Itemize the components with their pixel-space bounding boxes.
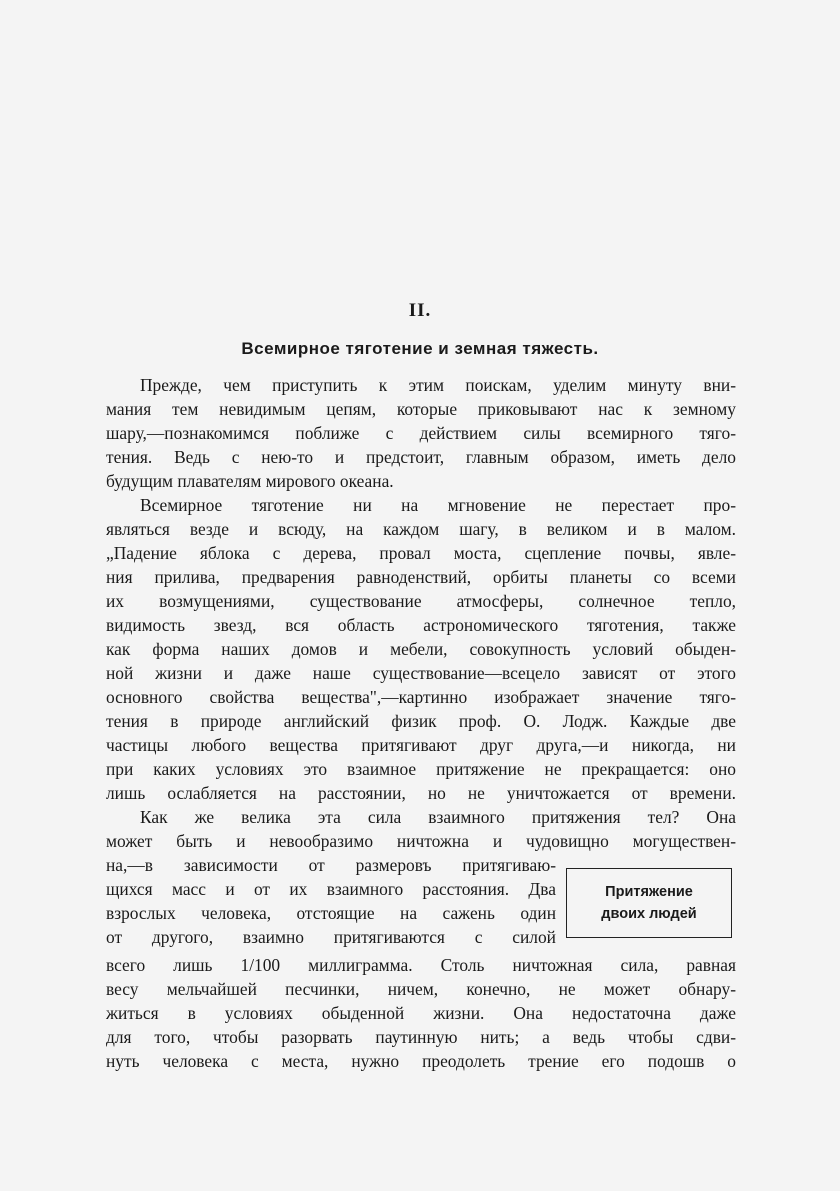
text-line: будущим плавателям мирового океана. — [106, 471, 394, 491]
text-line: взрослых человека, отстоящие на сажень один — [106, 903, 556, 923]
text-line: являться везде и всюду, на каждом шагу, в великом и в малом. — [106, 519, 736, 539]
text-line: Прежде, чем приступить к этим поискам, уделим минуту вни- — [140, 375, 736, 395]
text-line: шару,—познакомимся поближе с действием силы всемирного тяго- — [106, 423, 736, 443]
text-line: тения. Ведь с нею-то и предстоит, главным образом, иметь дело — [106, 447, 736, 467]
text-line: видимость звезд, вся область астрономического тяготения, также — [106, 615, 736, 635]
text-line: как форма наших домов и мебели, совокупность условий обыден- — [106, 639, 736, 659]
text-line: Всемирное тяготение ни на мгновение не перестает про- — [140, 495, 736, 515]
text-line: от другого, взаимно притягиваются с силой — [106, 927, 556, 947]
text-line: всего лишь 1/100 миллиграмма. Столь ничтожная сила, равная — [106, 955, 736, 975]
text-line: мания тем невидимым цепям, которые приковывают нас к земному — [106, 399, 736, 419]
text-line: „Падение яблока с дерева, провал моста, сцепление почвы, явле- — [106, 543, 736, 563]
text-line: ной жизни и даже наше существование—всецело зависят от этого — [106, 663, 736, 683]
chapter-title: Всемирное тяготение и земная тяжесть. — [241, 339, 599, 358]
text-line: их возмущениями, существование атмосферы, солнечное тепло, — [106, 591, 736, 611]
text-line: ния прилива, предварения равноденствий, орбиты планеты со всеми — [106, 567, 736, 587]
text-line: Как же велика эта сила взаимного притяжения тел? Она — [140, 807, 736, 827]
text-line: нуть человека с места, нужно преодолеть трение его подошв о — [106, 1051, 736, 1071]
text-line: на,—в зависимости от размеровъ притягиваю- — [106, 855, 556, 875]
margin-note-line: Притяжение — [605, 884, 693, 900]
margin-note-box — [566, 868, 732, 938]
text-line: тения в природе английский физик проф. О. Лодж. Каждые две — [106, 711, 736, 731]
text-line: может быть и невообразимо ничтожна и чудовищно могуществен- — [106, 831, 736, 851]
text-line: для того, чтобы разорвать паутинную нить; а ведь чтобы сдви- — [106, 1027, 736, 1047]
text-line: лишь ослабляется на расстоянии, но не уничтожается от времени. — [106, 783, 736, 803]
text-line: житься в условиях обыденной жизни. Она недостаточна даже — [106, 1003, 736, 1023]
text-line: щихся масс и от их взаимного расстояния. Два — [106, 879, 556, 899]
text-line: основного свойства вещества",—картинно изображает значение тяго- — [106, 687, 736, 707]
margin-note-line: двоих людей — [601, 906, 697, 922]
text-line: при каких условиях это взаимное притяжение не прекращается: оно — [106, 759, 736, 779]
chapter-number: II. — [408, 300, 432, 321]
text-line: весу мельчайшей песчинки, ничем, конечно, не может обнару- — [106, 979, 736, 999]
text-line: частицы любого вещества притягивают друг друга,—и никогда, ни — [106, 735, 736, 755]
